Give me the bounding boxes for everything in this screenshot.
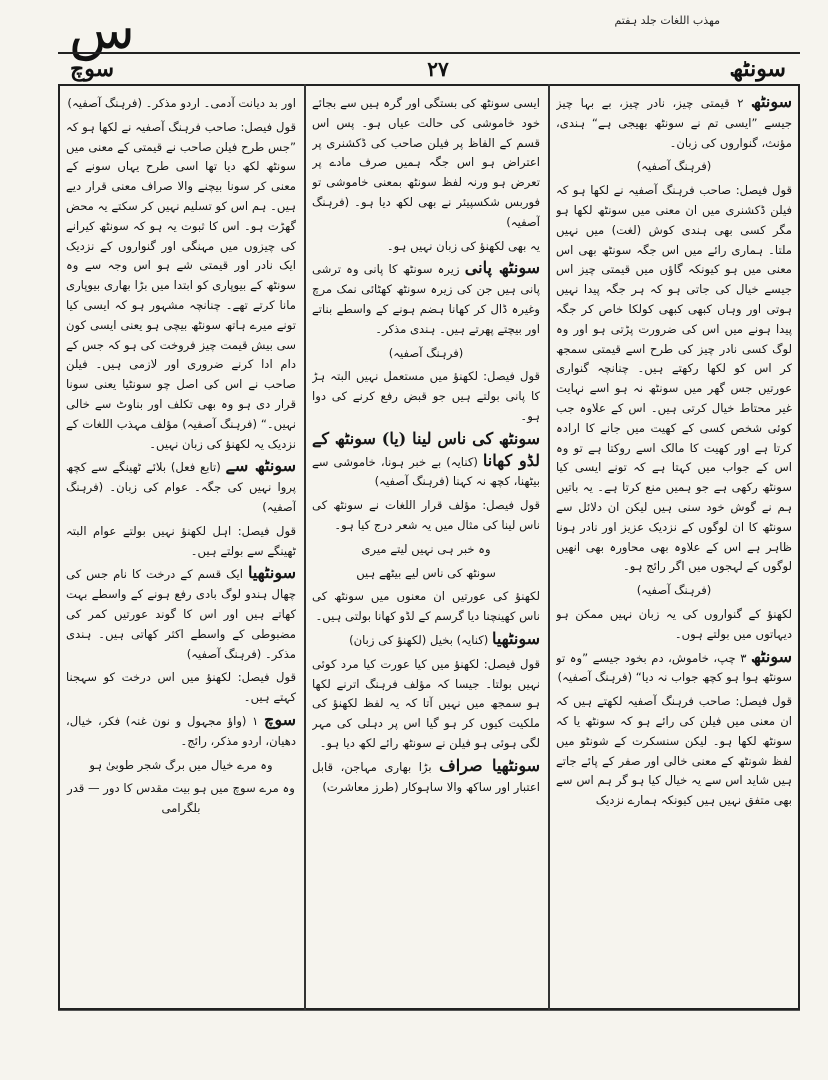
entry-paragraph <box>556 92 792 153</box>
headword: سونٹھیا <box>247 563 296 583</box>
column-middle <box>312 92 540 1002</box>
entry-text: قول فیصل: لکھنؤ میں اس درخت کو سہجنا کہتے ہیں۔ <box>66 670 296 705</box>
entry-paragraph <box>312 258 540 339</box>
entry-text: قول فیصل: اہل لکھنؤ نہیں بولتے عوام البتہ ٹھینگے سے بولتے ہیں۔ <box>66 523 296 558</box>
entry-paragraph <box>556 690 792 811</box>
entry-paragraph <box>66 520 296 562</box>
headword: سونٹھ کی ناس لینا (یا) سونٹھ کے لڈو کھانا <box>312 428 540 470</box>
entry-paragraph <box>66 92 296 114</box>
source-reference <box>556 579 792 601</box>
page-number: ۲۷ <box>427 57 449 81</box>
entry-paragraph <box>66 563 296 664</box>
entry-paragraph <box>312 629 540 651</box>
column-divider <box>304 84 306 1010</box>
verse-line <box>66 754 296 776</box>
header-first-entry: سونٹھ <box>729 56 786 82</box>
entry-text: قول فیصل: مؤلف قرار اللغات نے سونٹھ کی ناس لینا کی مثال میں یہ شعر درج کیا ہو۔ <box>312 498 540 532</box>
entry-text: لکھنؤ کی عورتیں ان معنوں میں سونٹھ کی ناس کھینچنا دیا گرسم کے لڈو کھانا بولتی ہیں۔ <box>312 589 540 624</box>
headword: سونٹھ <box>750 92 792 111</box>
entry-text: ۱ (واؤ مجہول و نون غنہ) فکر، خیال، دھیان، اردو مذکر، رائج۔ <box>66 713 296 748</box>
verse-line <box>312 562 540 584</box>
entry-text: اور بد دیانت آدمی۔ اردو مذکر۔ (فرہنگ آصفیہ) <box>67 96 296 110</box>
entry-paragraph <box>66 666 296 708</box>
header-last-entry: سوچ <box>70 56 114 82</box>
section-letter: س <box>69 0 135 61</box>
entry-paragraph <box>312 756 540 798</box>
source-reference <box>312 342 540 364</box>
entry-text: قول فیصل: لکھنؤ میں مستعمل نہیں البتہ ہڑ کا پانی بولتے ہیں جو قبض رفع کرنے کی دوا ہو۔ <box>312 369 540 423</box>
entry-paragraph <box>66 116 296 455</box>
entry-text: ایسی سونٹھ کی بستگی اور گرہ ہیں سے بجائے خود خاموشی کی حالت عیاں ہو۔ پس اس قسم کے الفاظ پر فیلن صاحب کی ڈکشنری پر اعتراض ہو اس جگہ ہمیں صرف مادے پر تعرض ہو ورنہ لفظ سونٹھ بمعنی خاموشی تو فوربس شکسپیئر نے بھی لکھ دیا ہو۔ (فرہنگ آصفیہ) <box>312 96 540 229</box>
headword: سونٹھیا صراف <box>439 755 540 775</box>
headword: سونٹھ سے <box>225 456 296 476</box>
entry-paragraph <box>556 179 792 577</box>
running-head: مهذب اللغات جلد ہفتم <box>614 14 720 27</box>
entry-text: (تابع فعل) بلائے ٹھینگے سے کچھ پروا نہیں کی جگہ۔ عوام کی زبان۔ (فرہنگ آصفیہ) <box>66 460 296 514</box>
headword: سونٹھیا <box>491 628 540 648</box>
entry-paragraph <box>312 585 540 627</box>
bottom-rule <box>58 1010 800 1011</box>
headword: سونٹھ پانی <box>464 258 540 278</box>
entry-text: وہ مرے خیال میں برگ شجر طوبیٰ ہو <box>89 757 273 772</box>
entry-text: ۲ قیمتی چیز، نادر چیز، بے بہا چیز جیسے ”ایسی تم نے سونٹھ بھیجی ہے“ ہندی، مؤنث، گنواروں کی زبان۔ <box>556 96 792 150</box>
verse-line <box>312 538 540 560</box>
entry-text: لکھنؤ کے گنواروں کی یہ زبان نہیں ممکن ہو دیہاتوں میں بولتے ہوں۔ <box>556 606 792 641</box>
entry-paragraph <box>312 429 540 492</box>
entry-text: وہ خبر ہی نہیں لیتے میری <box>361 541 491 556</box>
page-header <box>58 52 800 86</box>
entry-text: زیرہ سونٹھ کا پانی وہ ترشی پانی ہیں جن کی زیرہ سونٹھ کھٹائی نمک مرچ وغیرہ ڈال کر کھانا ہضم ہونے کے واسطے بناتے اور بیچتے پھرتے ہیں۔ ہندی مذکر۔ <box>312 262 540 336</box>
entry-text: ۳ چپ، خاموش، دم بخود جیسے ”وہ تو سونٹھ ہوا ہو کچھ جواب نہ دیا“ (فرہنگ آصفیہ) <box>556 650 792 685</box>
entry-paragraph <box>556 647 792 689</box>
entry-text: ایک قسم کے درخت کا نام جس کی چھال ہندو لوگ بادی رفع ہونے کے واسطے بہت کھاتے ہیں اور اس کا گوند عورتیں کمر کی مضبوطی کے واسطے اکثر کھاتی ہیں۔ ہندی مذکر۔ (فرہنگ آصفیہ) <box>66 567 296 661</box>
entry-text: قول فیصل: صاحب فرہنگ آصفیہ نے لکھا ہو کہ فیلن ڈکشنری میں ان معنی میں سونٹھ لکھا ہو مگر کسی بھی ہندی کوش (لغت) میں نہیں ملتا۔ ہماری رائے میں اس جگہ سونٹھ بھی اس معنی میں ہو کیونکہ گاؤں میں قیمتی چیز اس جیسے خیال کی جاتی ہو کہ ہر جگہ پیدا نہیں ہوتی اور وہاں کبھی کبھی کولکا خاص کر جگہ پیدا ہونے میں اس کی ضرورت پڑتی ہو اور وہ لوگ کسی نادر چیز کی طرح اسے قیمتی سمجھ کر اس کو لکھا رکھتے ہیں۔ چنانچہ گنواری عورتیں جس گھر میں سونٹھ نہ ہو اسے نہایت غیر محتاط خیال کرتی ہیں۔ اس کے علاوہ جب کوئی شخص کسی کے کھیت میں جانے کا ارادہ کرتا ہے اور کھیت کا مالک اسے روکتا ہے تو وہ اس کے جواب میں کہتا ہے کہ تونے ایسی کیا سونٹھ رکھی ہے جو ہمیں منع کرتا ہے۔ یہ باتیں ہم نے گوش خود سنی ہیں لیکن ان دلائل سے سونٹھ کا ان لوگوں کے نزدیک عزیز اور نادر ہونا ظاہر ہے اس کے علاوہ بھی محاورہ بھی انھیں لوگوں کے لہجوں میں اگر رائج ہو۔ <box>556 183 792 574</box>
entry-paragraph <box>556 603 792 645</box>
column-left <box>66 92 296 1002</box>
entry-paragraph <box>66 456 296 517</box>
entry-text: قول فیصل: لکھنؤ میں کیا عورت کیا مرد کوئی نہیں بولتا۔ جیسا کہ مؤلف فرہنگ اترنے لکھا ہو سمجھ میں نہیں آتا کہ یہ لفظ لکھنؤ کی ملکیت کیوں کر ہو گیا اس پر دہلی کی مہر لگی ہوئی ہو فیلن نے سونٹھ رائے لکھ دیا ہو۔ <box>312 656 540 750</box>
entry-text: قول فیصل: صاحب فرہنگ آصفیہ نے لکھا ہو کہ ”جس طرح فیلن صاحب نے قیمتی کے معنی میں سونٹھ لکھ دیا تھا اسی طرح یہاں سونے کے معنی کر سونا بیچنے والا صراف معنی قرار دیے ہیں۔ ہم اس کو تسلیم نہیں کر سکتے یہ محض گھڑت ہو۔ اس کا ثبوت یہ ہو کہ سونٹھ کیرانے کی چیزوں میں مہنگی اور گنواروں کے نزدیک ایک نادر اور قیمتی شے ہو اس وجہ سے وہ سونٹھ کے بیوپاری کو ابتدا میں بڑا بھاری بیوپاری مانا کرتے تھے۔ چنانچہ مشہور ہو کہ ایسی کیا تونے میرے ہاتھ سونٹھ بیچی ہو یعنی ایسی کون سی بیش قیمت چیز فروخت کی ہو کہ جس کے دام ادا کرنے ضروری اور لازمی ہیں۔ فیلن صاحب نے اس کی اصل چو سونٹیا یعنی سونا قرار دی ہو وہ بھی تکلف اور بناوٹ سے خالی نہیں۔“ (فرہنگ آصفیہ) مؤلف مہذب اللغات کے نزدیک یہ لکھنؤ کی زبان نہیں۔ <box>66 119 296 451</box>
entry-text: بڑا بھاری مہاجن، قابل اعتبار اور ساکھ والا ساہوکار (طرز معاشرت) <box>312 759 540 794</box>
entry-text: سونٹھ کی ناس لیے بیٹھے ہیں <box>356 565 496 580</box>
entry-text: (فرہنگ آصفیہ) <box>636 583 712 598</box>
entry-text: (فرہنگ آصفیہ) <box>388 345 464 360</box>
entry-text: قول فیصل: صاحب فرہنگ آصفیہ لکھتے ہیں کہ ان معنی میں فیلن کی رائے ہو کہ سونٹھ یا کہ سونٹھ لکھا ہو۔ لیکن سنسکرت کے شونٹو میں لفظ شونٹھ کے معنی خالی اور صفر کے پائے جاتے ہیں شاید اس سے یہ خیال کیا ہو گر ہم اس سے بھی متفق نہیں ہیں کیونکہ ہمارے نزدیک <box>556 694 792 808</box>
entry-paragraph <box>312 494 540 536</box>
entry-paragraph <box>66 710 296 752</box>
verse-line <box>66 777 296 819</box>
headword: سوچ <box>264 709 296 729</box>
headword: سونٹھ <box>750 646 792 666</box>
entry-paragraph <box>312 235 540 257</box>
entry-text: وہ مرے سوچ میں ہو بیت مقدس کا دور — قدر بلگرامی <box>67 781 295 816</box>
entry-text: (فرہنگ آصفیہ) <box>636 159 712 174</box>
entry-text: یہ بھی لکھنؤ کی زبان نہیں ہو۔ <box>386 238 540 253</box>
entry-text: (کنایہ) بخیل (لکھنؤ کی زبان) <box>349 632 492 647</box>
column-right <box>556 92 792 1002</box>
entry-paragraph <box>312 653 540 754</box>
entry-paragraph <box>312 92 540 233</box>
entry-paragraph <box>312 365 540 426</box>
source-reference <box>556 155 792 177</box>
entry-text: (کنایہ) بے خبر ہونا، خاموشی سے بیٹھنا، کچھ نہ کہنا (فرہنگ آصفیہ) <box>312 454 540 489</box>
column-divider <box>548 84 550 1010</box>
